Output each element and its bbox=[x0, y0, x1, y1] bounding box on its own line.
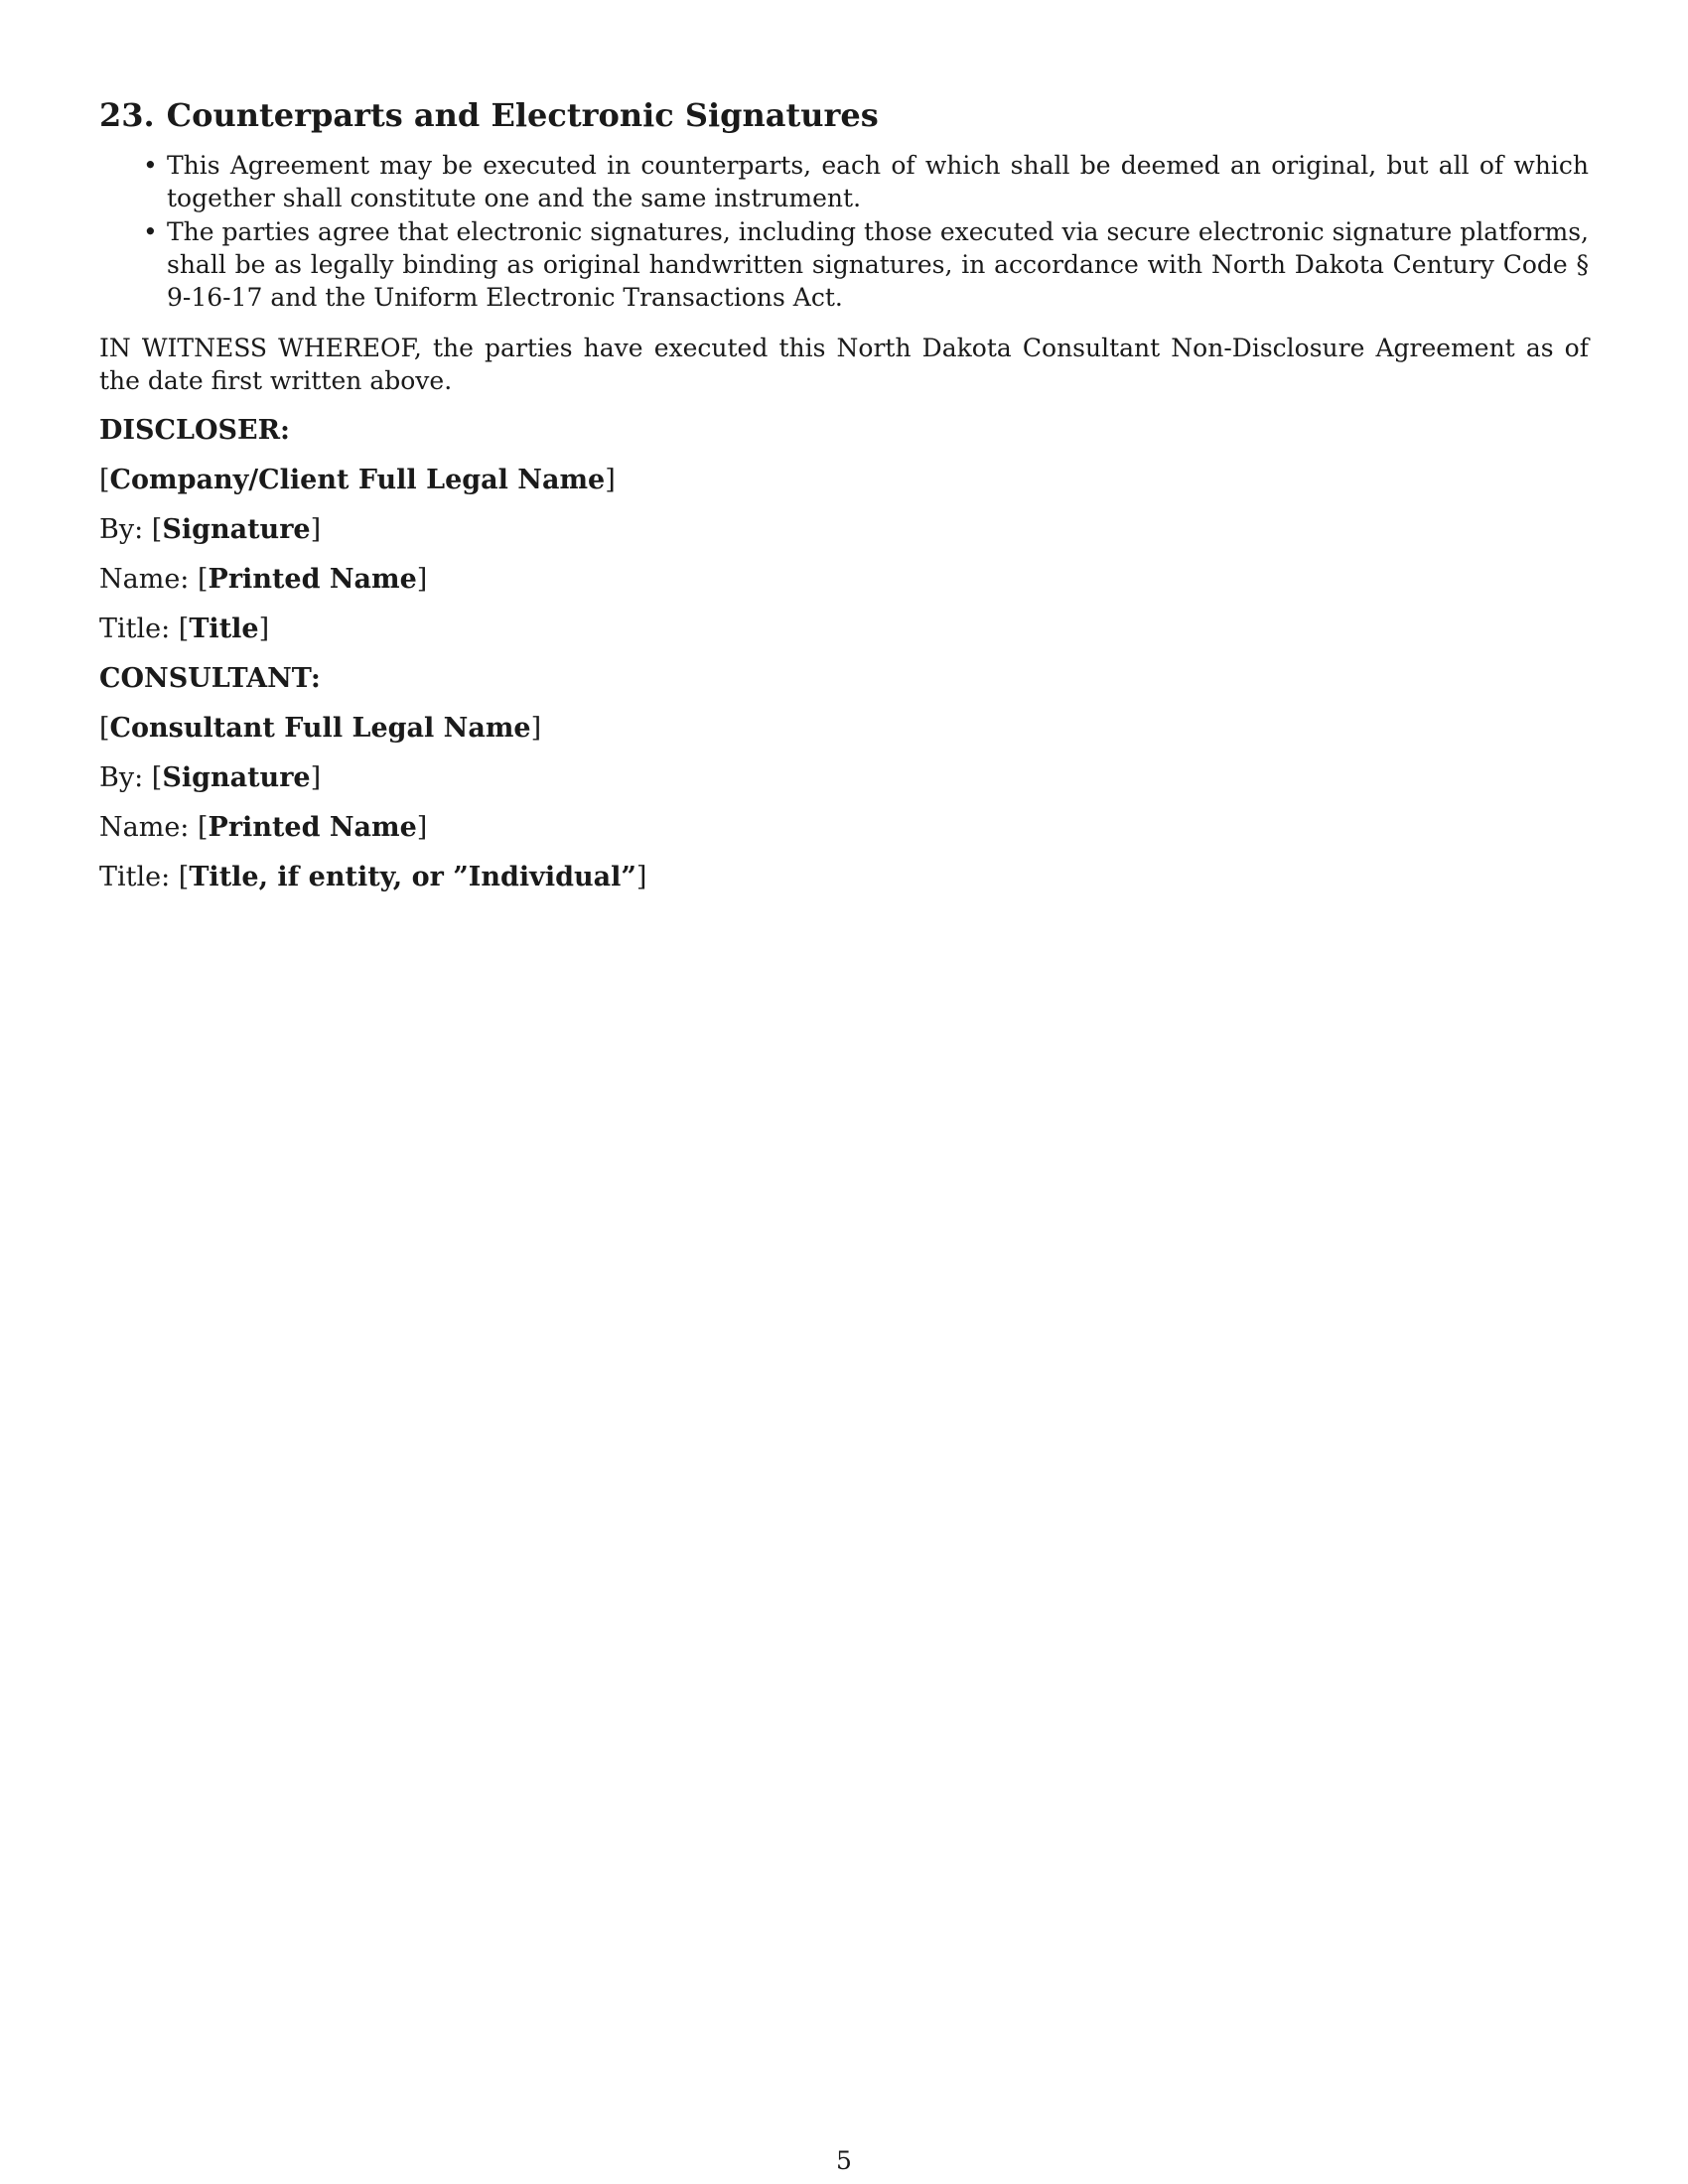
consultant-title-label: Title: bbox=[99, 862, 171, 892]
discloser-by-line: By: [Signature] bbox=[99, 514, 322, 545]
consultant-title-line: Title: [Title, if entity, or ”Individual”] bbox=[99, 862, 647, 892]
section-title: Counterparts and Electronic Signatures bbox=[166, 96, 879, 134]
consultant-name-line: Name: [Printed Name] bbox=[99, 812, 428, 843]
consultant-by-label: By: bbox=[99, 762, 144, 793]
bullet-icon: • bbox=[143, 217, 158, 246]
discloser-entity-line: [Company/Client Full Legal Name] bbox=[99, 465, 616, 495]
discloser-title-label: Title: bbox=[99, 614, 171, 644]
bullet-item bbox=[143, 149, 1589, 214]
discloser-title-line: Title: [Title] bbox=[99, 614, 270, 644]
consultant-by-line: By: [Signature] bbox=[99, 762, 322, 793]
document-page bbox=[99, 95, 1589, 911]
discloser-printed-name: Printed Name bbox=[208, 564, 417, 595]
consultant-signature: Signature bbox=[162, 762, 311, 793]
consultant-name-label: Name: bbox=[99, 812, 190, 843]
witness-paragraph: IN WITNESS WHEREOF, the parties have executed this North Dakota Consultant Non-Disclosure Agreement as of the date first written above. bbox=[99, 334, 1589, 395]
discloser-signature: Signature bbox=[162, 514, 311, 545]
discloser-by-label: By: bbox=[99, 514, 144, 545]
discloser-entity: Company/Client Full Legal Name bbox=[109, 465, 606, 495]
discloser-heading: DISCLOSER: bbox=[99, 415, 291, 446]
bullet-text: This Agreement may be executed in counterparts, each of which shall be deemed an original, but all of which together shall constitute one and the same instrument. bbox=[167, 151, 1589, 212]
consultant-title: Title, if entity, or ”Individual” bbox=[189, 862, 636, 892]
consultant-entity-line: [Consultant Full Legal Name] bbox=[99, 713, 542, 744]
page-number: 5 bbox=[836, 2146, 852, 2175]
consultant-printed-name: Printed Name bbox=[208, 812, 417, 843]
section-heading bbox=[99, 95, 1589, 135]
bullet-list bbox=[99, 149, 1589, 314]
consultant-heading: CONSULTANT: bbox=[99, 663, 321, 694]
consultant-entity: Consultant Full Legal Name bbox=[109, 713, 531, 744]
section-number: 23. bbox=[99, 96, 155, 134]
discloser-name-line: Name: [Printed Name] bbox=[99, 564, 428, 595]
discloser-name-label: Name: bbox=[99, 564, 190, 595]
bullet-text: The parties agree that electronic signatures, including those executed via secure electronic signature platforms, shall be as legally binding as original handwritten signatures, in accordance with North Dakota Century Code § 9-16-17 and the Uniform Electronic Transactions Act. bbox=[167, 217, 1589, 312]
bullet-icon: • bbox=[143, 151, 158, 180]
discloser-title: Title bbox=[189, 614, 259, 644]
bullet-item bbox=[143, 215, 1589, 314]
